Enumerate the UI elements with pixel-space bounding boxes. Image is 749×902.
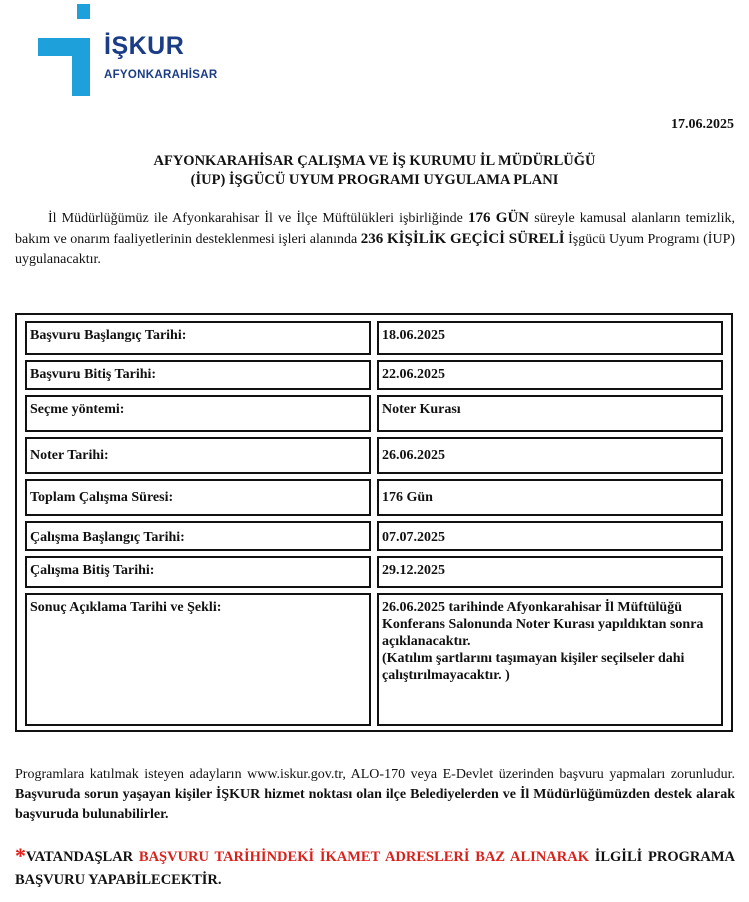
logo-subtitle: AFYONKARAHİSAR <box>104 69 218 81</box>
intro-paragraph <box>15 208 735 270</box>
application-info-paragraph <box>15 765 735 825</box>
outro-text: Programlara katılmak isteyen adayların www.iskur.gov.tr, ALO-170 veya E-Devlet üzerinden başvuru yapmaları zorunludur. <box>15 767 735 782</box>
table-row-value: 07.07.2025 <box>377 521 723 551</box>
table-row-label: Sonuç Açıklama Tarihi ve Şekli: <box>25 593 371 726</box>
intro-text-2: süreyle kamusal alanların temizlik, bakım ve onarım faaliyetlerinin desteklenmesi işleri alanında <box>15 211 735 247</box>
document-heading <box>0 152 749 190</box>
asterisk-icon: * <box>15 843 26 868</box>
notice-part-2-highlight: BAŞVURU TARİHİNDEKİ İKAMET ADRESLERİ BAZ ALINARAK <box>138 849 589 865</box>
outro-bold-text: Başvuruda sorun yaşayan kişiler İŞKUR hizmet noktası olan ilçe Belediyelerden ve İl Müdürlüğümüzden destek alarak başvuruda bulunabilirler. <box>15 787 735 822</box>
iskur-logo-mark-icon <box>36 4 100 96</box>
intro-text-3: İşgücü Uyum Programı (İUP) uygulanacaktır. <box>15 232 736 267</box>
table-row-value-multiline <box>377 593 723 726</box>
residence-notice <box>15 842 735 892</box>
intro-text-1: İl Müdürlüğümüz ile Afyonkarahisar İl ve İlçe Müftülükleri işbirliğinde <box>48 211 468 226</box>
table-row-value: 176 Gün <box>377 479 723 516</box>
table-row-label: Toplam Çalışma Süresi: <box>25 479 371 516</box>
table-row-value: 18.06.2025 <box>377 321 723 355</box>
table-row-value: 26.06.2025 <box>377 437 723 474</box>
table-row-value: 29.12.2025 <box>377 556 723 588</box>
table-row-label: Başvuru Başlangıç Tarihi: <box>25 321 371 355</box>
result-announcement-note: (Katılım şartlarını taşımayan kişiler seçilseler dahi çalıştırılmayacaktır. ) <box>382 651 685 683</box>
table-row-label: Çalışma Başlangıç Tarihi: <box>25 521 371 551</box>
notice-part-3: İLGİLİ PROGRAMA BAŞVURU YAPABİLECEKTİR. <box>15 849 735 888</box>
iskur-logo <box>36 4 236 94</box>
schedule-table <box>15 313 733 732</box>
result-announcement-text: 26.06.2025 tarihinde Afyonkarahisar İl Müftülüğü Konferans Salonunda Noter Kurası yapıldıktan sonra açıklanacaktır. <box>382 600 704 649</box>
heading-line-1: AFYONKARAHİSAR ÇALIŞMA VE İŞ KURUMU İL MÜDÜRLÜĞÜ <box>153 153 596 169</box>
table-row-value: Noter Kurası <box>377 395 723 432</box>
notice-part-1: VATANDAŞLAR <box>26 849 139 865</box>
table-row-label: Başvuru Bitiş Tarihi: <box>25 360 371 390</box>
intro-bold-days: 176 GÜN <box>467 210 530 226</box>
intro-bold-persons: 236 KİŞİLİK GEÇİCİ SÜRELİ <box>360 231 565 247</box>
table-row-label: Seçme yöntemi: <box>25 395 371 432</box>
heading-line-2: (İUP) İŞGÜCÜ UYUM PROGRAMI UYGULAMA PLANI <box>190 172 559 188</box>
logo-title: İŞKUR <box>104 32 185 60</box>
table-row-label: Noter Tarihi: <box>25 437 371 474</box>
document-date: 17.06.2025 <box>671 117 734 132</box>
table-row-label: Çalışma Bitiş Tarihi: <box>25 556 371 588</box>
table-row-value: 22.06.2025 <box>377 360 723 390</box>
